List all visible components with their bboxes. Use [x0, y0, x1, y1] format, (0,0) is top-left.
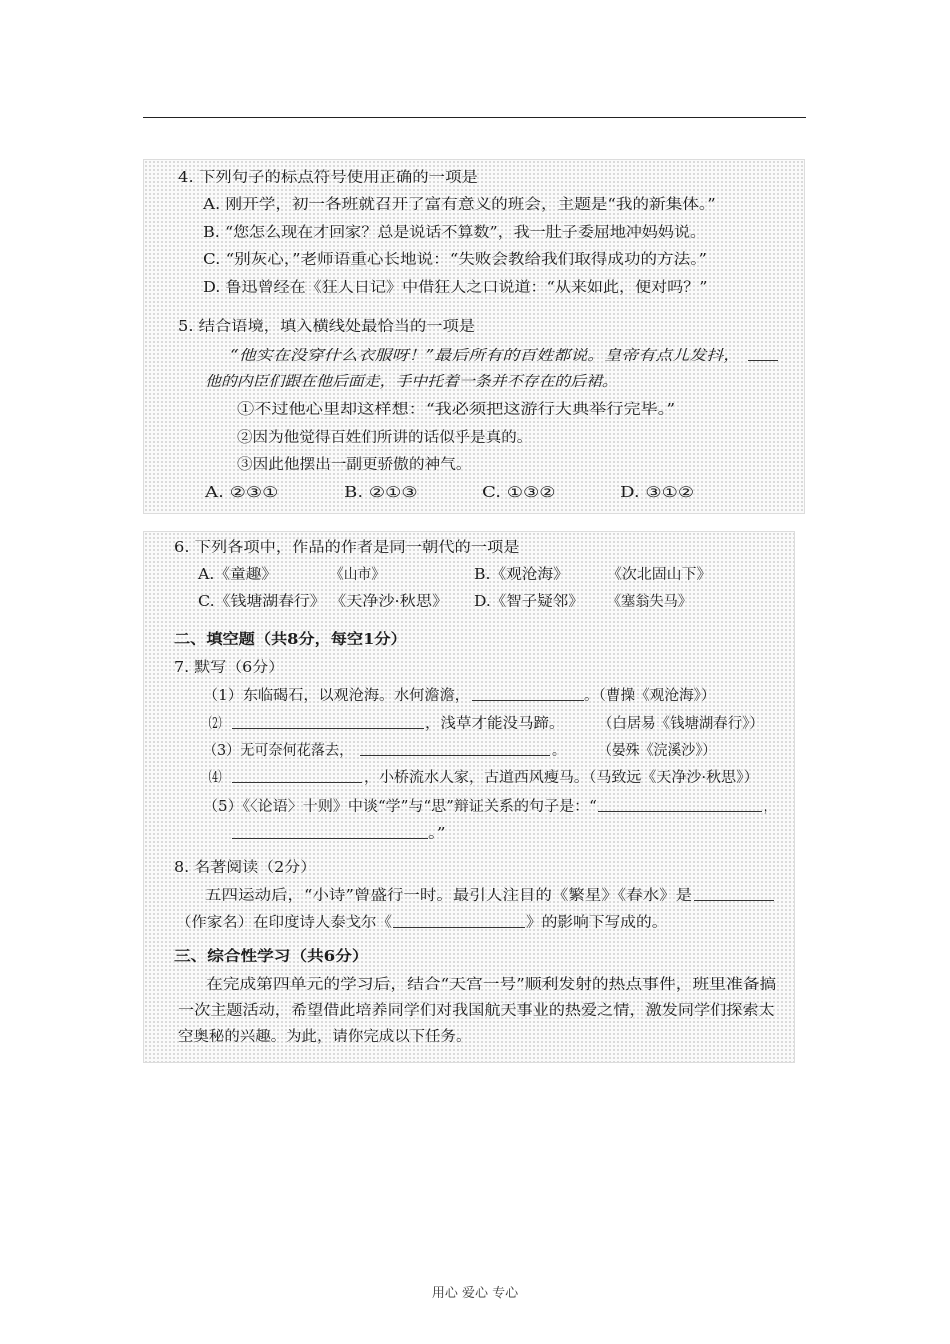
- q7-line-4-number: （4）: [203, 770, 228, 786]
- q7-line-3-end: 。: [552, 743, 566, 759]
- q8-text-line-1: 五四运动后，“小诗”曾盛行一时。最引人注目的《繁星》《春水》是: [205, 888, 693, 904]
- section-3-paragraph-line-2: 一次主题活动，希望借此培养同学们对我国航天事业的热爱之情，激发同学们探索太: [178, 1003, 775, 1019]
- q4-option-b: B. “您怎么现在才回家？总是说话不算数”，我一肚子委屈地冲妈妈说。: [203, 225, 706, 241]
- q5-answer-blank: [748, 346, 778, 361]
- q8-book-blank: [393, 913, 525, 928]
- q7-line-1-blank: [472, 686, 584, 701]
- q6-option-b-work-1: B.《观沧海》: [474, 567, 569, 583]
- q5-option-c: C. ①③②: [482, 485, 556, 501]
- q4-option-a: A. 刚开学，初一各班就召开了富有意义的班会，主题是“我的新集体。”: [203, 197, 716, 213]
- q6-option-c-work-1: C.《钱塘湖春行》: [198, 594, 326, 610]
- q8-text-line-2a: （作家名）在印度诗人泰戈尔《: [176, 915, 392, 931]
- q7-line-5-blank-1: [598, 797, 762, 812]
- q7-line-3-text: （3）无可奈何花落去，: [203, 743, 354, 759]
- q4-option-d: D. 鲁迅曾经在《狂人日记》中借狂人之口说道：“从来如此，便对吗？”: [203, 280, 708, 296]
- q6-stem: 6. 下列各项中，作品的作者是同一朝代的一项是: [174, 540, 520, 556]
- q5-stem: 5. 结合语境，填入横线处最恰当的一项是: [178, 319, 476, 335]
- q4-option-c: C. “别灰心，”老师语重心长地说：“失败会教给我们取得成功的方法。”: [203, 252, 708, 268]
- q6-option-b-work-2: 《次北固山下》: [607, 567, 712, 583]
- section-2-heading: 二、填空题（共8分，每空1分）: [174, 631, 407, 648]
- q7-line-2-blank: [232, 714, 424, 729]
- q7-line-2-number: （2）: [203, 716, 228, 732]
- q7-line-5-comma: ，: [764, 799, 774, 815]
- q7-stem: 7. 默写（6分）: [174, 660, 285, 676]
- q8-text-line-2b: 》的影响下写成的。: [526, 915, 668, 931]
- q7-line-1-text: （1）东临碣石，以观沧海。水何澹澹，: [203, 688, 470, 704]
- q5-sentence-3: ③因此他摆出一副更骄傲的神气。: [237, 457, 472, 473]
- q5-option-d: D. ③①②: [620, 485, 695, 501]
- q4-stem: 4. 下列句子的标点符号使用正确的一项是: [178, 170, 478, 186]
- q7-line-5-blank-2: [232, 824, 428, 839]
- q6-option-d-work-1: D.《智子疑邻》: [474, 594, 584, 610]
- section-3-paragraph-line-3: 空奥秘的兴趣。为此，请你完成以下任务。: [178, 1029, 472, 1045]
- q7-line-2-text: ，浅草才能没马蹄。: [425, 716, 565, 732]
- q6-option-a-work-1: A.《童趣》: [198, 567, 278, 583]
- q7-line-4-text: ，小桥流水人家，古道西风瘦马。（马致远《天净沙·秋思》）: [364, 770, 759, 786]
- section-3-heading: 三、综合性学习（共6分）: [174, 948, 369, 965]
- q6-option-d-work-2: 《塞翁失马》: [607, 594, 692, 610]
- q5-passage-line-2: 他的内臣们跟在他后面走，手中托着一条并不存在的后裙。: [205, 374, 618, 390]
- q7-line-1-source: 。（曹操《观沧海》）: [584, 688, 716, 704]
- header-rule: [143, 117, 806, 118]
- q5-option-a: A. ②③①: [205, 485, 279, 501]
- q7-line-5-text: （5）《〈论语〉十则》中谈“学”与“思”辩证关系的句子是：“: [203, 799, 597, 815]
- q7-line-2-source: （白居易《钱塘湖春行》）: [598, 716, 764, 732]
- q6-option-c-work-2: 《天净沙·秋思》: [330, 594, 449, 610]
- q6-option-a-work-2: 《山市》: [330, 567, 385, 583]
- q8-stem: 8. 名著阅读（2分）: [174, 860, 317, 876]
- q5-passage-line-1: “他实在没穿什么衣服呀！”最后所有的百姓都说。皇帝有点儿发抖，: [230, 348, 741, 364]
- q5-option-b: B. ②①③: [344, 485, 418, 501]
- section-3-paragraph-line-1: 在完成第四单元的学习后，结合“天宫一号”顺利发射的热点事件，班里准备搞: [206, 977, 777, 993]
- q7-line-3-source: （晏殊《浣溪沙》）: [598, 743, 717, 759]
- q7-line-3-blank: [360, 741, 550, 756]
- q8-author-blank: [694, 886, 774, 901]
- q7-line-5-end: 。”: [428, 826, 446, 842]
- q7-line-4-blank: [232, 768, 362, 783]
- q5-sentence-2: ②因为他觉得百姓们所讲的话似乎是真的。: [237, 430, 533, 446]
- page-footer: 用心 爱心 专心: [431, 1286, 519, 1301]
- q5-sentence-1: ①不过他心里却这样想：“我必须把这游行大典举行完毕。”: [237, 402, 676, 418]
